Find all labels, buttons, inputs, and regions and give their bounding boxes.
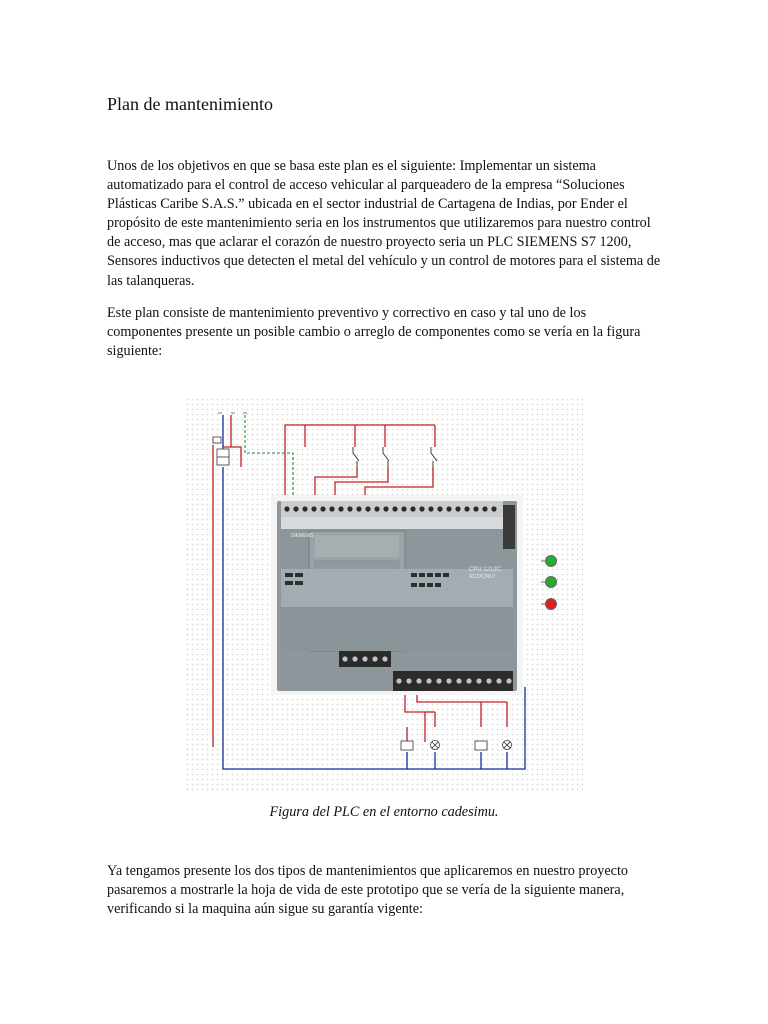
- document-title: Plan de mantenimiento: [107, 94, 273, 114]
- terminal-screw: [476, 678, 481, 683]
- terminal-screw: [446, 678, 451, 683]
- terminal-screw: [473, 506, 478, 511]
- terminal-screw: [455, 506, 460, 511]
- terminal-screw: [428, 506, 433, 511]
- terminal-screw: [293, 506, 298, 511]
- paragraph-objectives: Unos de los objetivos en que se basa este plan es el siguiente: Implementar un sistema automatizado para el control de acceso vehicular al parqueadero de la empresa “Soluciones Plásticas Caribe S.A.S.” ubicada en el sector industrial de Cartagena de Indias, por Ender el propósito de este mantenimiento seria en los instrumentos que utilizaremos para nuestro control de acceso, mas que aclarar el corazón de nuestro proyecto seria un PLC SIEMENS S7 1200, Sensores inductivos que detecten el metal del vehículo y un control de motores para el sistema de las talanqueras.: [107, 158, 661, 289]
- terminal-screw: [496, 678, 501, 683]
- plc-brand-label: SIEMENS: [291, 533, 314, 539]
- terminal-screw: [419, 506, 424, 511]
- indicator-lamp: [546, 577, 557, 588]
- terminal-screw: [482, 506, 487, 511]
- input-switches: [353, 447, 437, 467]
- terminal-screw: [374, 506, 379, 511]
- terminal-screw: [347, 506, 352, 511]
- terminal-screw: [416, 678, 421, 683]
- terminal-screw: [365, 506, 370, 511]
- ground-wire: [245, 415, 293, 497]
- terminal-screw: [372, 656, 377, 661]
- plc-variant-label: AC/DC/RLY: [469, 574, 496, 580]
- indicator-lamps: [541, 556, 557, 610]
- terminal-screw: [446, 506, 451, 511]
- terminal-screw: [410, 506, 415, 511]
- terminal-screw: [506, 678, 511, 683]
- terminal-screw: [401, 506, 406, 511]
- terminal-screw: [466, 678, 471, 683]
- terminal-screw: [356, 506, 361, 511]
- terminal-screw: [437, 506, 442, 511]
- terminal-screw: [338, 506, 343, 511]
- terminal-screw: [329, 506, 334, 511]
- terminal-screw: [302, 506, 307, 511]
- terminal-screw: [284, 506, 289, 511]
- terminal-screw: [342, 656, 347, 661]
- output-loads: [401, 741, 512, 751]
- terminal-screw: [491, 506, 496, 511]
- terminal-screw: [311, 506, 316, 511]
- terminal-screw: [362, 656, 367, 661]
- paragraph-maintenance-plan: Este plan consiste de mantenimiento preventivo y correctivo en caso y tal uno de los componentes presente un posible cambio o arreglo de componentes como se vería en la figura siguiente:: [107, 305, 641, 360]
- terminal-screw: [320, 506, 325, 511]
- terminal-screw: [382, 656, 387, 661]
- figure-caption: Figura del PLC en el entorno cadesimu.: [269, 804, 499, 820]
- terminal-screw: [352, 656, 357, 661]
- terminal-screw: [456, 678, 461, 683]
- terminal-screw: [392, 506, 397, 511]
- terminal-screw: [486, 678, 491, 683]
- terminal-screw: [464, 506, 469, 511]
- plc-device: [271, 495, 523, 695]
- terminal-screw: [426, 678, 431, 683]
- plc-wiring-diagram: [185, 397, 583, 792]
- breaker-symbol: [213, 437, 229, 465]
- indicator-lamp: [546, 556, 557, 567]
- terminal-screw: [436, 678, 441, 683]
- indicator-lamp: [546, 599, 557, 610]
- terminal-screw: [396, 678, 401, 683]
- plc-model-label: CPU 1212C: [469, 567, 502, 573]
- terminal-screw: [406, 678, 411, 683]
- plc-figure: [185, 397, 583, 792]
- paragraph-next-steps: Ya tengamos presente los dos tipos de mantenimientos que aplicaremos en nuestro proyecto pasaremos a mostrarle la hoja de vida de este prototipo que se vería de la siguiente manera, verificando si la maquina aún sigue su garantía vigente:: [107, 863, 629, 918]
- terminal-screw: [383, 506, 388, 511]
